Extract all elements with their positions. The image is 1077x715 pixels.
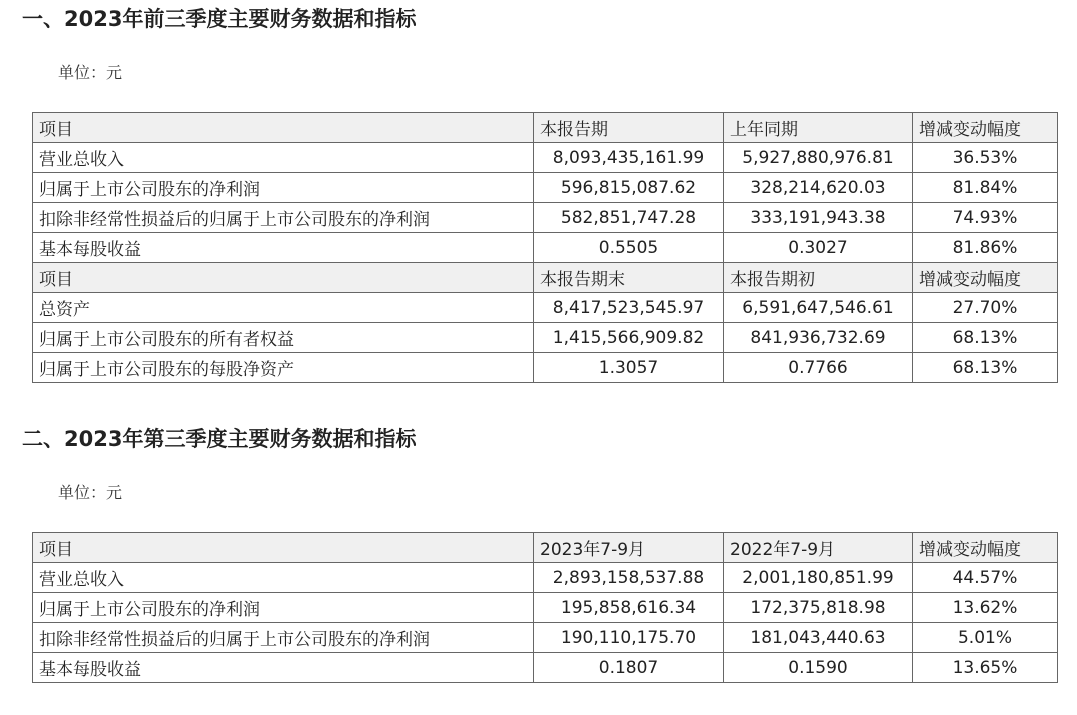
- section-1-title: 一、2023年前三季度主要财务数据和指标: [22, 7, 417, 31]
- table-cell: 74.93%: [913, 203, 1058, 233]
- table-row: [33, 353, 1058, 383]
- row-label: 基本每股收益: [33, 233, 534, 263]
- table-cell: 582,851,747.28: [534, 203, 724, 233]
- table-row: [33, 653, 1058, 683]
- row-label: 营业总收入: [33, 143, 534, 173]
- column-header: 上年同期: [724, 113, 913, 143]
- column-header: 项目: [33, 263, 534, 293]
- table-cell: 333,191,943.38: [724, 203, 913, 233]
- table-cell: 5.01%: [913, 623, 1058, 653]
- table-row: [33, 203, 1058, 233]
- row-label: 营业总收入: [33, 563, 534, 593]
- table-cell: 2,893,158,537.88: [534, 563, 724, 593]
- column-header: 增减变动幅度: [913, 533, 1058, 563]
- table-cell: 13.65%: [913, 653, 1058, 683]
- table-cell: 0.1807: [534, 653, 724, 683]
- table-cell: 68.13%: [913, 353, 1058, 383]
- row-label: 归属于上市公司股东的净利润: [33, 593, 534, 623]
- column-header: 增减变动幅度: [913, 263, 1058, 293]
- table-cell: 8,417,523,545.97: [534, 293, 724, 323]
- table-cell: 8,093,435,161.99: [534, 143, 724, 173]
- column-header: 项目: [33, 113, 534, 143]
- table-cell: 81.86%: [913, 233, 1058, 263]
- table-cell: 1,415,566,909.82: [534, 323, 724, 353]
- column-header: 2023年7-9月: [534, 533, 724, 563]
- column-header: 2022年7-9月: [724, 533, 913, 563]
- table-quarter: [32, 532, 1058, 683]
- section-2-unit: 单位：元: [58, 483, 123, 502]
- table-cell: 68.13%: [913, 323, 1058, 353]
- table-row: [33, 563, 1058, 593]
- table-cell: 6,591,647,546.61: [724, 293, 913, 323]
- table-cell: 0.5505: [534, 233, 724, 263]
- column-header: 项目: [33, 533, 534, 563]
- table-header-row: [33, 113, 1058, 143]
- table-cell: 328,214,620.03: [724, 173, 913, 203]
- column-header: 本报告期: [534, 113, 724, 143]
- column-header: 本报告期初: [724, 263, 913, 293]
- table-cell: 2,001,180,851.99: [724, 563, 913, 593]
- column-header: 增减变动幅度: [913, 113, 1058, 143]
- table-cell: 36.53%: [913, 143, 1058, 173]
- table-header-row: [33, 533, 1058, 563]
- table-cumulative: [32, 112, 1058, 383]
- table-cell: 0.7766: [724, 353, 913, 383]
- table-row: [33, 143, 1058, 173]
- table-row: [33, 593, 1058, 623]
- column-header: 本报告期末: [534, 263, 724, 293]
- table-cell: 44.57%: [913, 563, 1058, 593]
- table-cell: 596,815,087.62: [534, 173, 724, 203]
- table-row: [33, 293, 1058, 323]
- row-label: 归属于上市公司股东的净利润: [33, 173, 534, 203]
- table-cell: 0.3027: [724, 233, 913, 263]
- table-cell: 81.84%: [913, 173, 1058, 203]
- table-cell: 190,110,175.70: [534, 623, 724, 653]
- table-cell: 181,043,440.63: [724, 623, 913, 653]
- table-cell: 172,375,818.98: [724, 593, 913, 623]
- table-cell: 841,936,732.69: [724, 323, 913, 353]
- section-2-title: 二、2023年第三季度主要财务数据和指标: [22, 427, 417, 451]
- row-label: 扣除非经常性损益后的归属于上市公司股东的净利润: [33, 623, 534, 653]
- row-label: 总资产: [33, 293, 534, 323]
- table-cell: 5,927,880,976.81: [724, 143, 913, 173]
- table-header-row: [33, 263, 1058, 293]
- table-cell: 1.3057: [534, 353, 724, 383]
- section-1-unit: 单位：元: [58, 63, 123, 82]
- table-row: [33, 173, 1058, 203]
- row-label: 扣除非经常性损益后的归属于上市公司股东的净利润: [33, 203, 534, 233]
- row-label: 归属于上市公司股东的所有者权益: [33, 323, 534, 353]
- row-label: 基本每股收益: [33, 653, 534, 683]
- table-row: [33, 623, 1058, 653]
- table-cell: 27.70%: [913, 293, 1058, 323]
- table-cell: 13.62%: [913, 593, 1058, 623]
- table-cell: 195,858,616.34: [534, 593, 724, 623]
- row-label: 归属于上市公司股东的每股净资产: [33, 353, 534, 383]
- table-row: [33, 233, 1058, 263]
- table-row: [33, 323, 1058, 353]
- table-cell: 0.1590: [724, 653, 913, 683]
